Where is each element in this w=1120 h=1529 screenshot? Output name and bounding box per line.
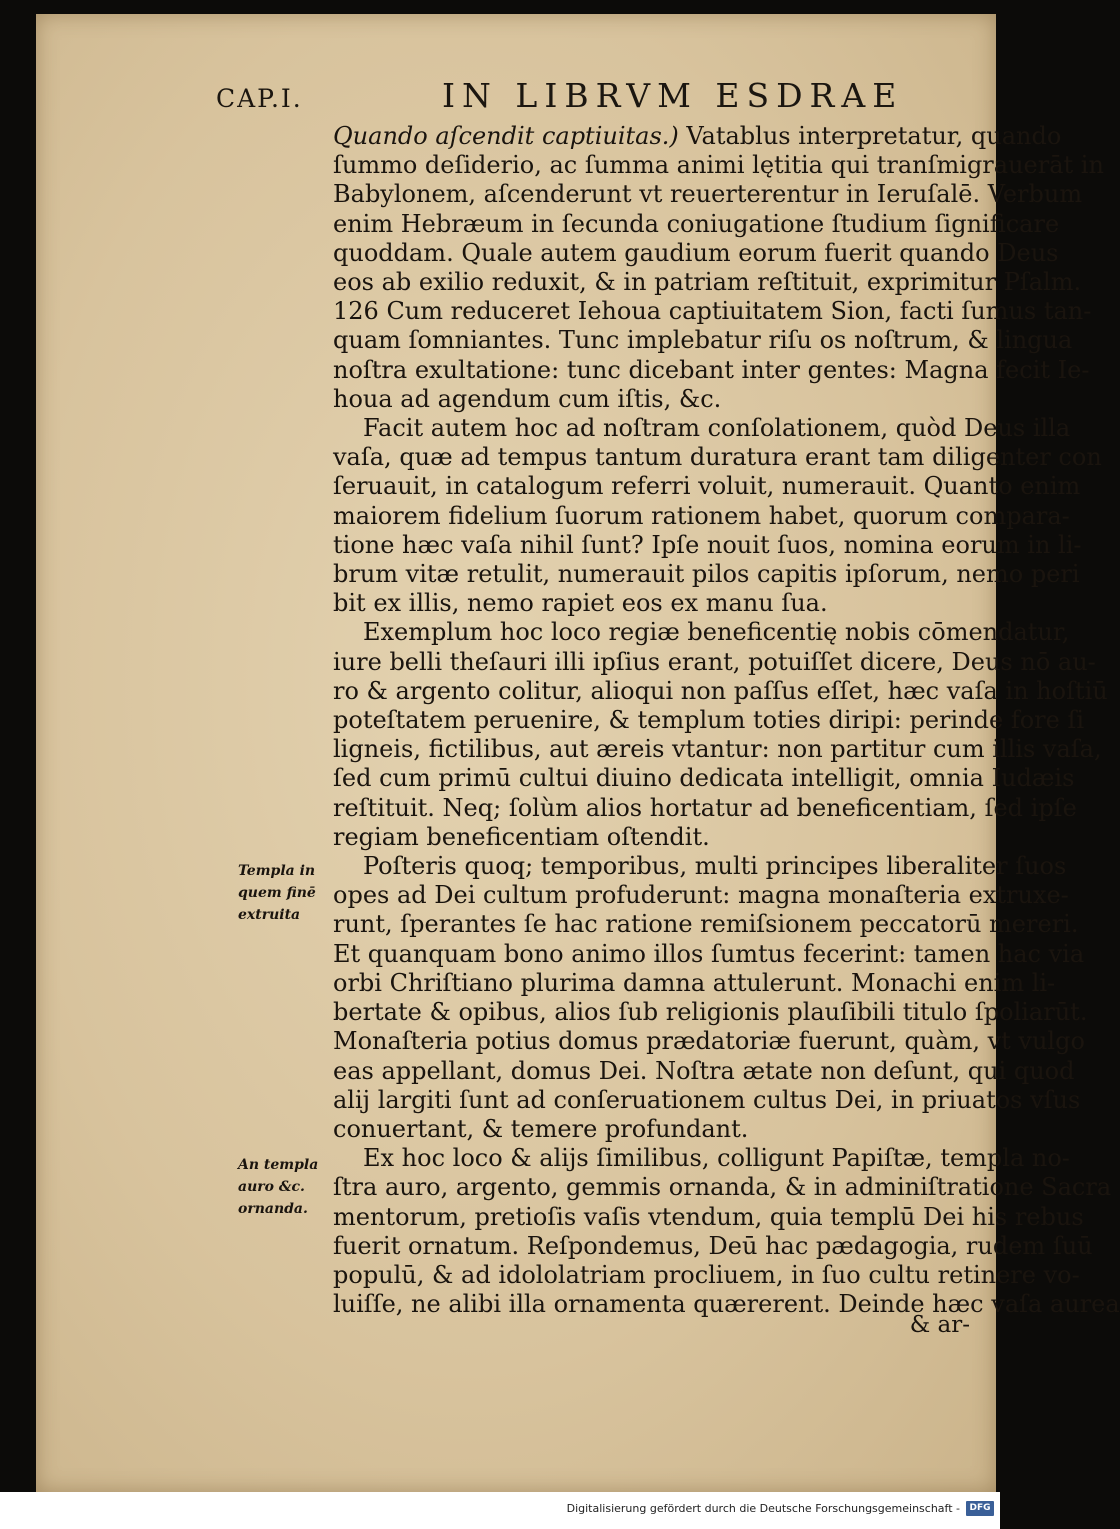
text-line: ro & argento colitur, alioqui non paſſus eſſet, hæc vaſa in hoſtiū (333, 676, 1108, 705)
text-line: alij largiti ſunt ad conſeruationem cultus Dei, in priuatos vſus (333, 1085, 1081, 1114)
running-title: IN LIBRVM ESDRAE (442, 76, 904, 115)
text-line: orbi Chriſtiano plurima damna attulerunt. Monachi enim li- (333, 968, 1056, 997)
text-line: Facit autem hoc ad noſtram conſolationem, quòd Deus illa (363, 414, 1071, 443)
text-line: conuertant, & temere profundant. (333, 1114, 749, 1143)
text-line: quam ſomniantes. Tunc implebatur riſu os noſtrum, & lingua (333, 326, 1073, 355)
text-line: bertate & opibus, alios ſub religionis plauſibili titulo ſpoliarūt. (333, 998, 1088, 1027)
paragraph (333, 852, 1088, 1144)
text-line: Ex hoc loco & alijs ſimilibus, colligunt Papiſtæ, templa no- (363, 1144, 1070, 1173)
text-line: Babylonem, aſcenderunt vt reuerterentur in Ieruſalē. Verbum (333, 180, 1083, 209)
text-line: reſtituit. Neq; ſolùm alios hortatur ad beneficentiam, ſed ipſe (333, 793, 1077, 822)
text-line: ſtra auro, argento, gemmis ornanda, & in adminiſtratione Sacra (333, 1173, 1112, 1202)
text-line: luiſſe, ne alibi illa ornamenta quærerent. Deinde hæc vaſa aurea (333, 1290, 1120, 1319)
margin-note: An templa auro &c. ornanda. (238, 1157, 319, 1217)
text-line: quoddam. Quale autem gaudium eorum fuerit quando Deus (333, 238, 1059, 267)
text-line: enim Hebræum in ſecunda coniugatione ſtudium ſignificare (333, 209, 1060, 238)
lemma-phrase: Quando aſcendit captiuitas.) (333, 122, 679, 150)
text-line: populū, & ad idololatriam procliuem, in ſuo cultu retinere vo- (333, 1260, 1080, 1289)
text-line: 126 Cum reduceret Iehoua captiuitatem Sion, facti ſumus tan- (333, 297, 1092, 326)
paragraph (333, 414, 1102, 618)
text-line: iure belli theſauri illi ipſius erant, potuiſſet dicere, Deus nō au- (333, 647, 1096, 676)
running-header (216, 56, 982, 115)
text-line: Monaſteria potius domus prædatoriæ fuerunt, quàm, vt vulgo (333, 1027, 1085, 1056)
text-line: bit ex illis, nemo rapiet eos ex manu ſua. (333, 589, 828, 618)
text-line: poteſtatem peruenire, & templum toties diripi: perinde fore ſi (333, 706, 1085, 735)
text-line: tione hæc vaſa nihil ſunt? Ipſe nouit ſuos, nomina eorum in li- (333, 530, 1082, 559)
main-text (333, 122, 1120, 1319)
text-line: ſummo deſiderio, ac ſumma animi lętitia qui tranſmigrauerāt in (333, 151, 1104, 180)
text-line: houa ad agendum cum iſtis, &c. (333, 384, 722, 413)
funding-credit: Digitalisierung gefördert durch die Deutsche Forschungsgemeinschaft - (566, 1502, 960, 1515)
text-line: regiam beneficentiam oſtendit. (333, 822, 710, 851)
text-line: Quando aſcendit captiuitas.) Vatablus interpretatur, quando (333, 122, 1062, 150)
chapter-label: CAP.I. (216, 84, 303, 113)
paragraph (333, 122, 1104, 414)
text-line: maiorem fidelium ſuorum rationem habet, quorum compara- (333, 501, 1070, 530)
text-line: ligneis, fictilibus, aut æreis vtantur: non partitur cum illis vaſa, (333, 735, 1102, 764)
text-line: Poſteris quoq; temporibus, multi principes liberaliter ſuos (363, 852, 1067, 881)
paragraph (333, 1144, 1120, 1319)
text-line: ſed cum primū cultui diuino dedicata intelligit, omnia Iudæis (333, 764, 1075, 793)
dfg-logo: DFG (966, 1501, 994, 1516)
text-line: mentorum, pretioſis vaſis vtendum, quia templū Dei his rebus (333, 1202, 1084, 1231)
text-line: brum vitæ retulit, numerauit pilos capitis ipſorum, nemo peri (333, 560, 1080, 589)
text-line: Exemplum hoc loco regiæ beneficentię nobis cōmendatur, (363, 618, 1070, 647)
book-page (36, 14, 1120, 1492)
text-line: vaſa, quæ ad tempus tantum duratura erant tam diligenter con (333, 443, 1102, 472)
text-line: eas appellant, domus Dei. Noſtra ætate non deſunt, qui quod (333, 1056, 1075, 1085)
text-line: noſtra exultatione: tunc dicebant inter gentes: Magna fecit Ie- (333, 355, 1090, 384)
text-line: runt, ſperantes ſe hac ratione remiſsionem peccatorū mereri. (333, 910, 1079, 939)
catchword: & ar- (909, 1312, 970, 1338)
text-line: fuerit ornatum. Reſpondemus, Deū hac pædagogia, rudem ſuū (333, 1231, 1093, 1260)
paragraph (333, 618, 1108, 852)
text-line: opes ad Dei cultum profuderunt: magna monaſteria extruxe- (333, 881, 1069, 910)
footer-bar (0, 1492, 1000, 1529)
text-line: ſeruauit, in catalogum referri voluit, numerauit. Quanto enim (333, 472, 1081, 501)
margin-note: Templa in quem finē extruita (238, 863, 316, 923)
text-line: Et quanquam bono animo illos ſumtus fecerint: tamen hac via (333, 939, 1085, 968)
text-line: eos ab exilio reduxit, & in patriam reſtituit, exprimitur Pſalm. (333, 268, 1082, 297)
